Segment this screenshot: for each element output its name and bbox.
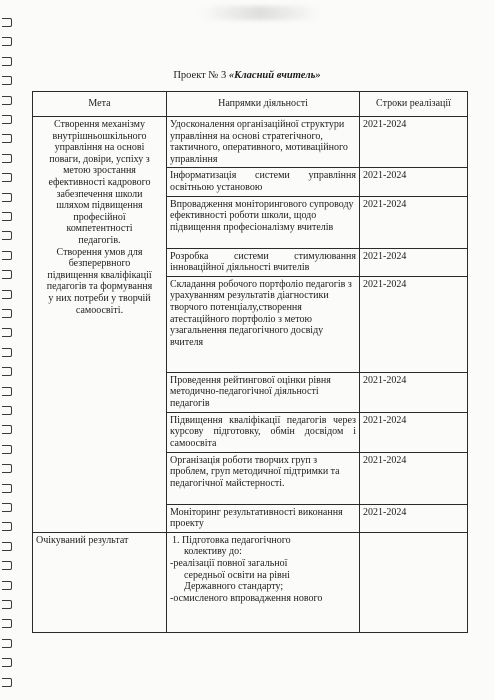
binding-ring [2, 464, 12, 473]
binding-ring [2, 658, 12, 667]
binding-ring [2, 600, 12, 609]
title-project-name: «Класний вчитель» [228, 70, 321, 81]
goal-line: забезпечення школи [56, 188, 143, 200]
binding-ring [2, 96, 12, 105]
years-cell: 2021-2024 [360, 196, 468, 248]
goal-line: управління на основі [54, 142, 145, 154]
table-header-row [33, 92, 468, 117]
years-cell: 2021-2024 [360, 276, 468, 372]
result-line: 1. Підготовка педагогічного [172, 534, 291, 546]
binding-ring [2, 309, 12, 318]
direction-cell: Інформатизація системи управління освітньою установою [167, 168, 360, 196]
binding-ring [2, 18, 12, 27]
goal-line: Створення механізму [53, 119, 145, 130]
years-cell: 2021-2024 [360, 168, 468, 196]
binding-ring [2, 387, 12, 396]
years-cell: 2021-2024 [360, 372, 468, 412]
direction-cell: Складання робочого портфоліо педагогів з урахуванням результатів діагностики творчого потенціалу,створення атестаційного портфоліо з метою узагальнення педагогічного досвіду вчителя [167, 276, 360, 372]
binding-ring [2, 115, 12, 124]
result-line: -осмисленого впровадження нового [170, 592, 323, 604]
goal-line: метою зростання [63, 165, 136, 177]
direction-cell: Розробка системи стимулювання інноваційної діяльності вчителів [167, 248, 360, 276]
years-cell: 2021-2024 [360, 452, 468, 504]
goal-line: Створення умов для [56, 246, 143, 258]
table-row [33, 117, 468, 168]
years-cell: 2021-2024 [360, 504, 468, 532]
scan-smudge [200, 6, 320, 20]
goal-line: педагогів та формування [46, 281, 153, 293]
binding-ring [2, 348, 12, 357]
header-directions: Напрямки діяльності [167, 92, 360, 117]
goal-line: шляхом підвищення [56, 200, 143, 212]
binding-ring [2, 445, 12, 454]
binding-ring [2, 503, 12, 512]
direction-cell: Проведення рейтингової оцінки рівня методично-педагогічної діяльності педагогів [167, 372, 360, 412]
binding-ring [2, 173, 12, 182]
goal-line: самоосвіті. [75, 304, 124, 316]
result-line: Державного стандарту; [184, 581, 284, 593]
header-terms: Строки реалізації [360, 92, 468, 117]
goal-line: внутрішньошкільного [52, 130, 147, 142]
goal-line: ефективності кадрового [48, 176, 151, 188]
binding-ring [2, 581, 12, 590]
binding-ring [2, 154, 12, 163]
goal-line: поваги, довіри, успіху з [49, 153, 150, 165]
page-title [0, 70, 494, 81]
years-cell: 2021-2024 [360, 412, 468, 452]
goal-line: у них потреби у творчій [48, 292, 151, 304]
binding-ring [2, 406, 12, 415]
binding-ring [2, 212, 12, 221]
result-years-cell [360, 532, 468, 632]
goal-cell [33, 117, 167, 533]
binding-ring [2, 561, 12, 570]
result-line: середньої освіти на рівні [184, 569, 290, 581]
binding-ring [2, 270, 12, 279]
binding-ring [2, 231, 12, 240]
years-cell: 2021-2024 [360, 117, 468, 168]
binding-ring [2, 290, 12, 299]
table-row [33, 532, 468, 632]
binding-ring [2, 639, 12, 648]
binding-ring [2, 328, 12, 337]
binding-ring [2, 484, 12, 493]
goal-line: компетентності [66, 223, 133, 235]
header-goal: Мета [33, 92, 167, 117]
binding-ring [2, 193, 12, 202]
goal-line: підвищення кваліфікації [47, 269, 152, 281]
goal-line: педагогів. [78, 234, 121, 246]
result-content-cell [167, 532, 360, 632]
binding-ring [2, 57, 12, 66]
spiral-binding [0, 0, 16, 700]
binding-ring [2, 619, 12, 628]
binding-ring [2, 37, 12, 46]
binding-ring [2, 367, 12, 376]
years-cell: 2021-2024 [360, 248, 468, 276]
binding-ring [2, 251, 12, 260]
project-table [32, 91, 468, 633]
direction-cell: Моніторинг результативності виконання проекту [167, 504, 360, 532]
title-prefix: Проект № 3 [173, 70, 229, 81]
direction-cell: Впровадження моніторингового супроводу ефективності роботи школи, щодо підвищення професіоналізму вчителів [167, 196, 360, 248]
binding-ring [2, 134, 12, 143]
binding-ring [2, 522, 12, 531]
binding-ring [2, 425, 12, 434]
binding-ring [2, 542, 12, 551]
goal-line: професійної [73, 211, 126, 223]
direction-cell: Підвищення кваліфікації педагогів через курсову підготовку, обмін досвідом і самоосвіта [167, 412, 360, 452]
result-label-cell: Очікуваний результат [33, 532, 167, 632]
result-line: колективу до: [184, 546, 242, 558]
result-line: -реалізації повної загальної [170, 557, 288, 569]
goal-line: безперервного [68, 258, 131, 270]
direction-cell: Організація роботи творчих груп з проблем, груп методичної підтримки та педагогічної майстерності. [167, 452, 360, 504]
binding-ring [2, 678, 12, 687]
direction-cell: Удосконалення організаційної структури управління на основі стратегічного, тактичного, оперативного, мотиваційного управління [167, 117, 360, 168]
